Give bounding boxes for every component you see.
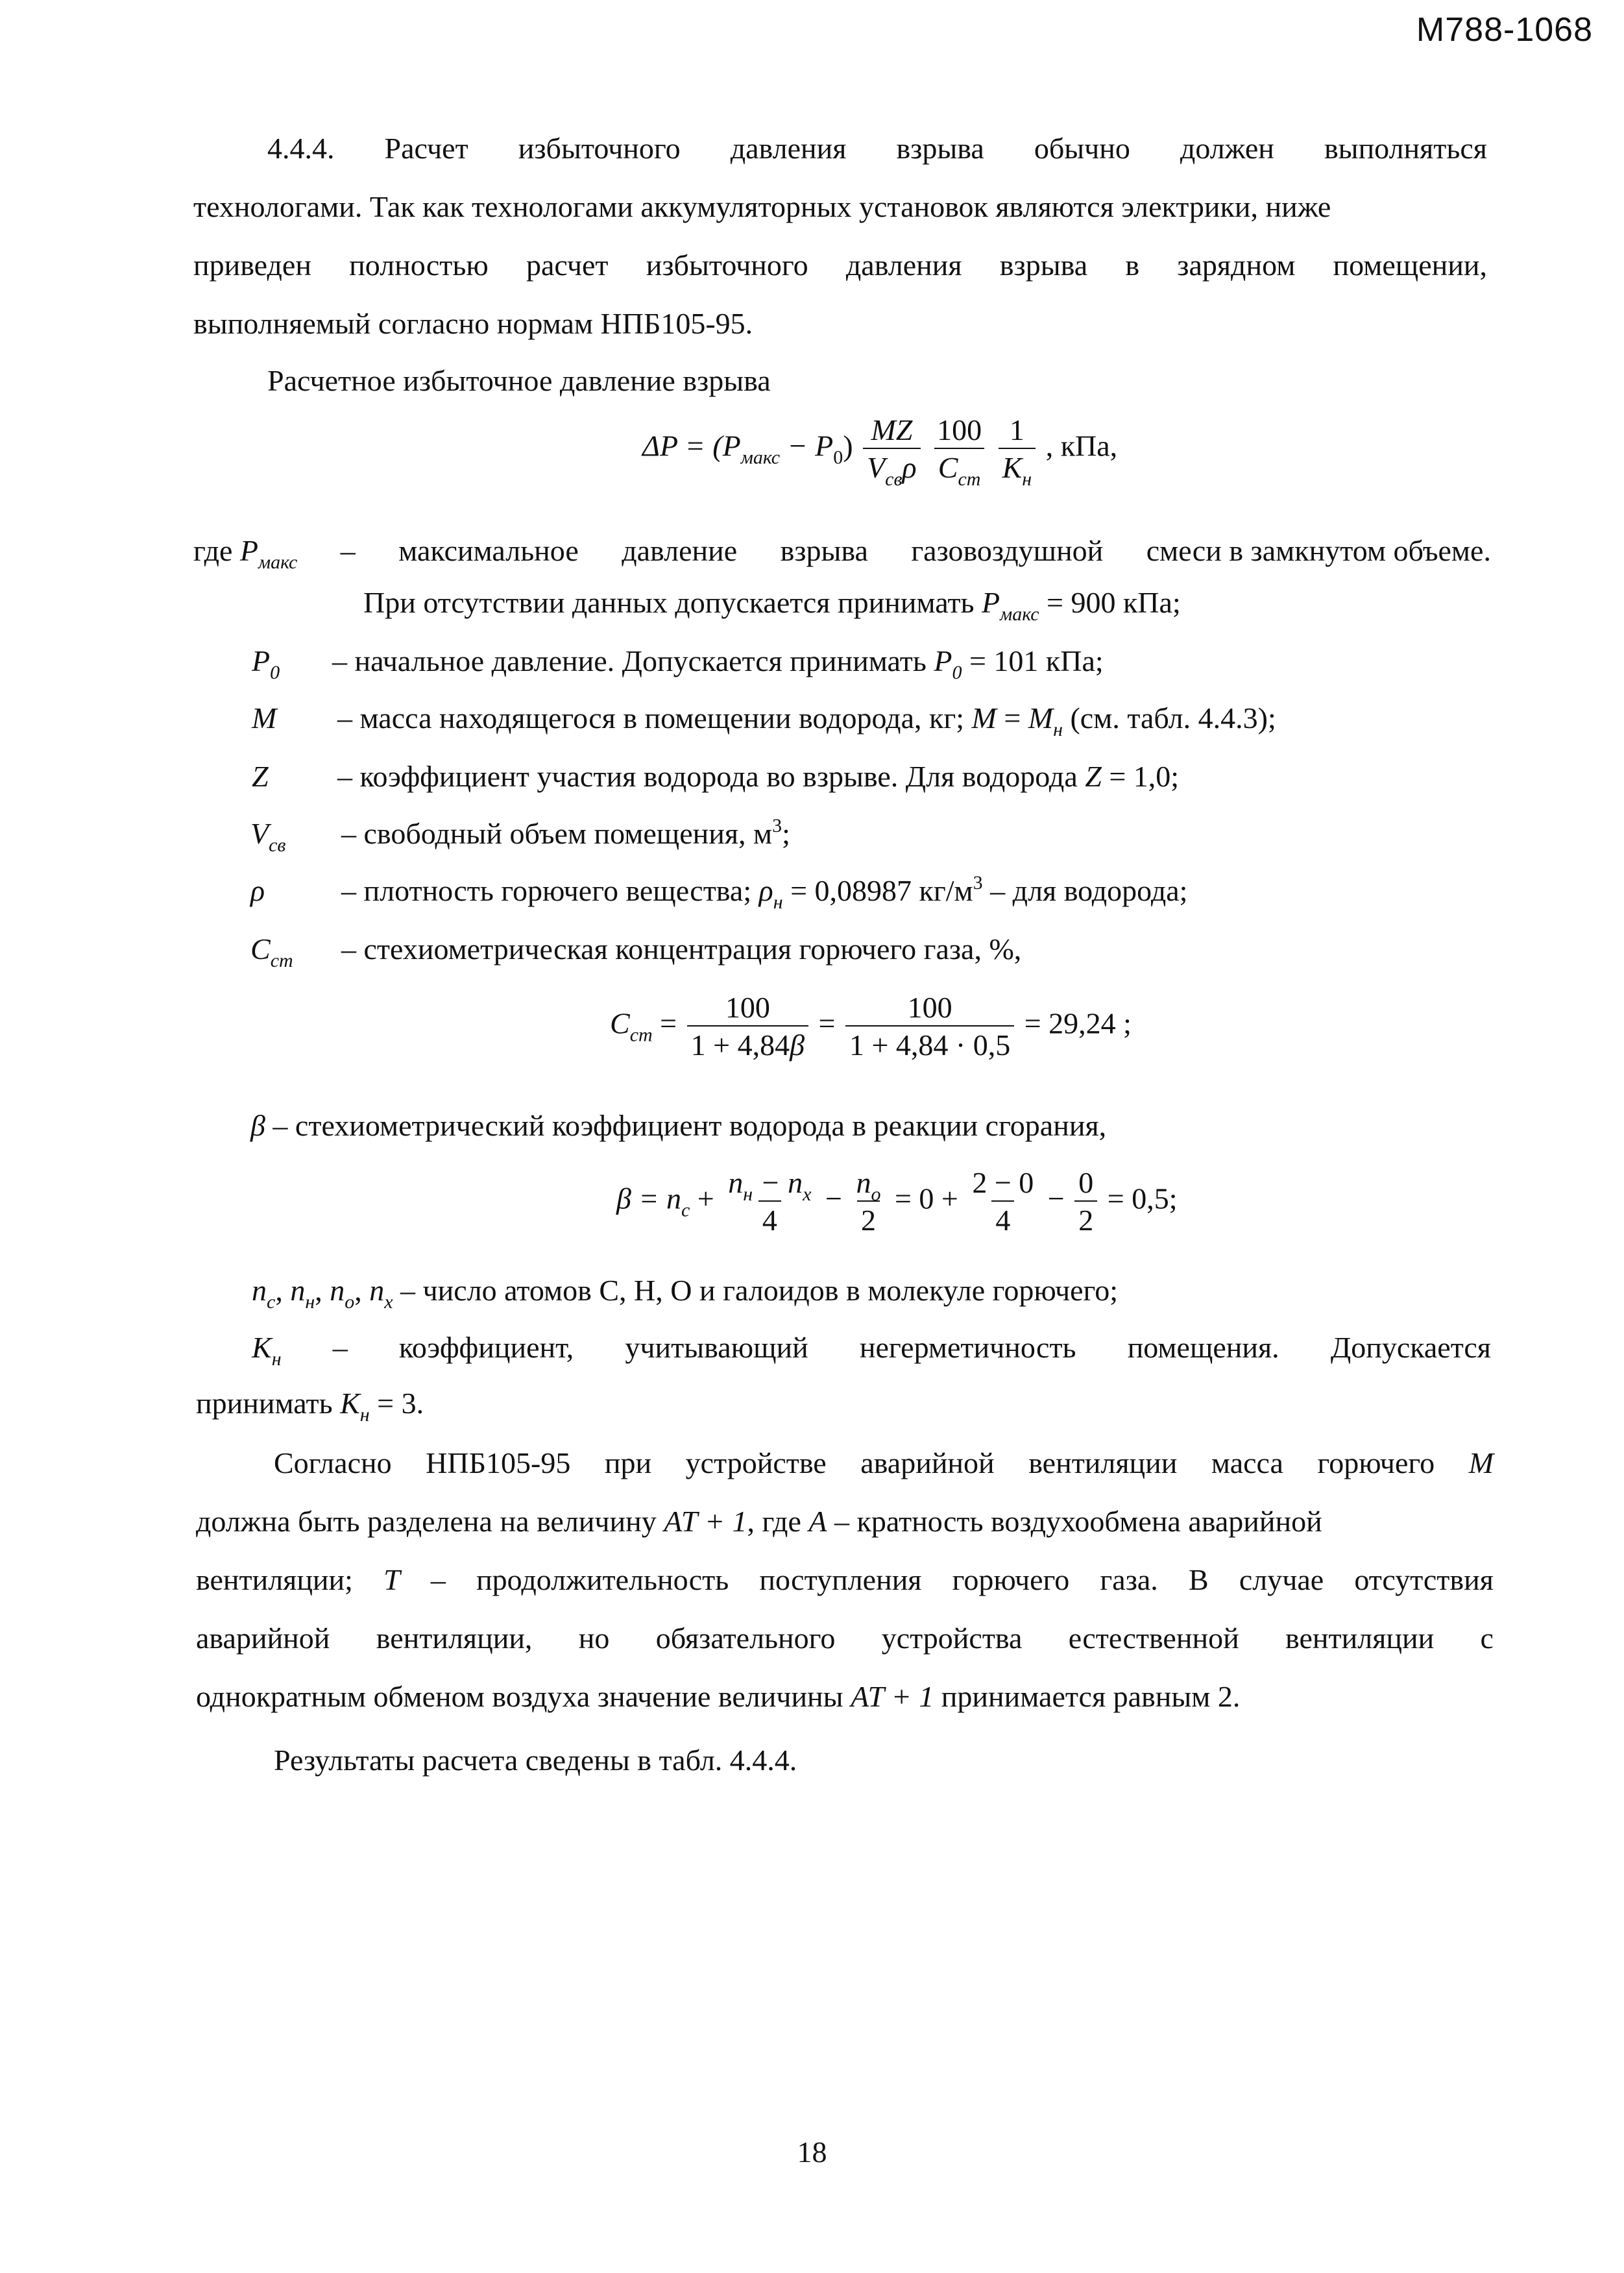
word: отсутствия	[1354, 1563, 1494, 1596]
def-z: – коэффициент участия водорода во взрыве. Для водорода Z = 1,0;	[337, 760, 1180, 793]
denominator	[863, 448, 921, 490]
para1-line2: технологами. Так как технологами аккумуляторных установок являются электрики, ниже	[193, 190, 1331, 223]
def-m: – масса находящегося в помещении водорода, кг; $M = M_н$ (см. табл. 4.4.3);	[337, 701, 1276, 740]
word: аварийной	[860, 1446, 995, 1479]
word: M	[1468, 1446, 1494, 1479]
para2-text: Расчетное избыточное давление взрыва	[267, 364, 771, 397]
den-c: C	[938, 451, 958, 484]
symbol-kn: $K_н$	[252, 1331, 282, 1370]
word: расчет	[526, 249, 609, 282]
def-p0: – начальное давление. Допускается принимать $P_0 = 101$ кПа;	[332, 644, 1104, 683]
word: горючего	[1317, 1446, 1435, 1479]
symbol-p0: $P_0$	[252, 644, 280, 683]
denominator	[999, 448, 1036, 490]
page-number: 18	[797, 2135, 827, 2169]
fraction-cst-2	[845, 993, 1014, 1060]
word: НПБ105-95	[426, 1446, 571, 1479]
word: приведен	[193, 249, 311, 282]
symbol-vsv: $V_{св}$	[250, 817, 286, 856]
def-beta: β – стехиометрический коэффициент водорода в реакции сгорания,	[250, 1109, 1107, 1142]
fraction-1	[999, 413, 1036, 490]
word: Согласно	[274, 1446, 392, 1479]
def-cst: – стехиометрическая концентрация горючего газа, %,	[341, 932, 1022, 966]
fraction-beta-3	[968, 1168, 1037, 1235]
word: вентиляции,	[376, 1622, 533, 1655]
numerator: 100	[907, 991, 952, 1024]
def-vsv: – свободный объем помещения, $м^3$;	[341, 815, 790, 850]
numerator: 0	[1078, 1166, 1094, 1199]
fraction-cst-1	[687, 993, 808, 1060]
den-sub: ст	[958, 468, 981, 490]
word: давления	[730, 132, 847, 165]
word: обязательного	[655, 1622, 836, 1655]
word: продолжительность	[476, 1563, 729, 1596]
word: естественной	[1068, 1622, 1239, 1655]
den-sub: н	[1022, 468, 1032, 490]
word: устройстве	[685, 1446, 827, 1479]
def-rho: – плотность горючего вещества; $\rho_н = 0,08987$ $кг/м^3$ – для водорода;	[341, 872, 1188, 913]
word: давление	[622, 534, 738, 567]
word: устройства	[881, 1622, 1023, 1655]
formula-overpressure	[642, 413, 1118, 490]
para1-line1	[267, 134, 1487, 164]
word: смеси в замкнутом объеме.	[1146, 534, 1491, 567]
denominator: 2	[1074, 1200, 1097, 1235]
word: учитывающий	[625, 1331, 808, 1364]
word: коэффициент,	[398, 1331, 574, 1364]
denominator: 1 + 4,84β	[687, 1025, 808, 1060]
word: газа.	[1100, 1563, 1158, 1596]
formula-result: = 0,5;	[1107, 1182, 1178, 1215]
den-v: V	[867, 451, 886, 484]
para1-line3	[193, 250, 1487, 280]
word: взрыва	[780, 534, 868, 567]
word: в	[1125, 249, 1140, 282]
para3-line3	[196, 1565, 1494, 1595]
word: случае	[1239, 1563, 1324, 1596]
denominator: 1 + 4,84 · 0,5	[845, 1025, 1014, 1060]
word: –	[430, 1563, 446, 1596]
word: зарядном	[1177, 249, 1296, 282]
def-kn	[252, 1331, 1491, 1370]
word: T	[383, 1563, 400, 1596]
word: при	[604, 1446, 652, 1479]
fraction-100	[933, 413, 986, 490]
word: вентиляции;	[196, 1563, 353, 1596]
para1-line4: выполняемый согласно нормам НПБ105-95.	[193, 307, 753, 340]
word: обычно	[1034, 132, 1130, 165]
fraction-beta-4	[1074, 1168, 1097, 1235]
para3-line5: однократным обменом воздуха значение величины AT + 1 принимается равным 2.	[196, 1680, 1241, 1713]
denominator: 2	[857, 1200, 880, 1235]
word: давления	[845, 249, 962, 282]
numerator: 100	[725, 991, 770, 1024]
word: но	[578, 1622, 610, 1655]
word: выполняться	[1324, 132, 1487, 165]
denominator: 4	[758, 1200, 781, 1235]
document-id: М788-1068	[1416, 11, 1593, 49]
word: взрыва	[999, 249, 1088, 282]
word: помещении,	[1333, 249, 1487, 282]
word: газовоздушной	[911, 534, 1104, 567]
numerator: 100	[937, 413, 982, 446]
para3-line4	[196, 1623, 1494, 1653]
word: избыточного	[518, 132, 681, 165]
word: масса	[1211, 1446, 1283, 1479]
formula-beta: $\beta = n_c$ + $\frac{n_н - n_x}{4}$ − $\frac{n_o}{2}$ = 0 + $\frac{2 - 0}{4}$ − $\frac{0}{2}$ = 0,5;	[616, 1166, 1178, 1237]
word: поступления	[759, 1563, 922, 1596]
word: Допускается	[1330, 1331, 1491, 1364]
word: 4.4.4.	[267, 132, 335, 165]
def-pmax-line2: При отсутствии данных допускается принимать $P_{макс} = 900$ кПа;	[363, 586, 1181, 625]
formula-paren: )	[843, 429, 853, 463]
formula-cst: $C_{ст}$ = $\frac{100}{1 + 4,84\beta}$ = $\frac{100}{1 + 4,84 \cdot 0,5}$ = 29,24 ;	[610, 991, 1132, 1062]
symbol-m: M	[252, 701, 277, 735]
word: должен	[1180, 132, 1274, 165]
para3-line2: должна быть разделена на величину AT + 1, где A – кратность воздухообмена аварийной	[196, 1505, 1322, 1538]
formula-lhs: ΔP = (P	[642, 429, 741, 463]
word: вентиляции	[1285, 1622, 1435, 1655]
word: –	[340, 534, 356, 567]
word: горючего	[952, 1563, 1070, 1596]
para3-line1	[274, 1448, 1494, 1478]
word: аварийной	[196, 1622, 330, 1655]
word: негерметичность	[859, 1331, 1076, 1364]
word: вентиляции	[1028, 1446, 1178, 1479]
numerator: $n_н - n_x$	[728, 1166, 812, 1205]
word: Расчет	[384, 132, 468, 165]
word: взрыва	[896, 132, 984, 165]
para4-text: Результаты расчета сведены в табл. 4.4.4.	[274, 1744, 797, 1777]
formula-sub: 0	[833, 446, 843, 468]
denominator	[934, 448, 985, 490]
den-rho: ρ	[902, 451, 917, 484]
formula-unit: , кПа,	[1045, 429, 1118, 463]
formula-result: = 29,24 ;	[1024, 1006, 1132, 1040]
fraction-beta-1	[724, 1168, 815, 1235]
numerator: $n_o$	[856, 1166, 881, 1205]
symbol-cst: $C_{ст}$	[250, 932, 293, 971]
word: с	[1480, 1622, 1494, 1655]
numerator: MZ	[871, 413, 913, 446]
def-kn-line2: принимать $K_н = 3$.	[196, 1387, 424, 1426]
word: помещения.	[1127, 1331, 1279, 1364]
formula-minus: − P	[780, 429, 834, 463]
denominator: 4	[991, 1200, 1014, 1235]
word: В	[1188, 1563, 1209, 1596]
numerator: 1	[1009, 413, 1024, 446]
symbol-z: Z	[252, 760, 269, 793]
den-sub: св	[885, 468, 903, 490]
word: максимальное	[398, 534, 579, 567]
word: –	[332, 1331, 348, 1364]
word: избыточного	[646, 249, 808, 282]
def-pmax-lead	[193, 534, 1491, 573]
fraction-mz	[863, 413, 921, 490]
def-where: где $P_{макс}$	[193, 534, 298, 573]
formula-sub: макс	[740, 446, 781, 468]
symbol-rho: ρ	[250, 874, 265, 907]
word: полностью	[349, 249, 489, 282]
def-atoms: $n_c$, $n_н$, $n_o$, $n_x$ – число атомов С, Н, О и галоидов в молекуле горючего;	[252, 1274, 1119, 1313]
den-k: K	[1002, 451, 1023, 484]
numerator: 2 − 0	[972, 1166, 1034, 1199]
fraction-beta-2	[852, 1168, 884, 1235]
equals: =	[818, 1006, 836, 1040]
